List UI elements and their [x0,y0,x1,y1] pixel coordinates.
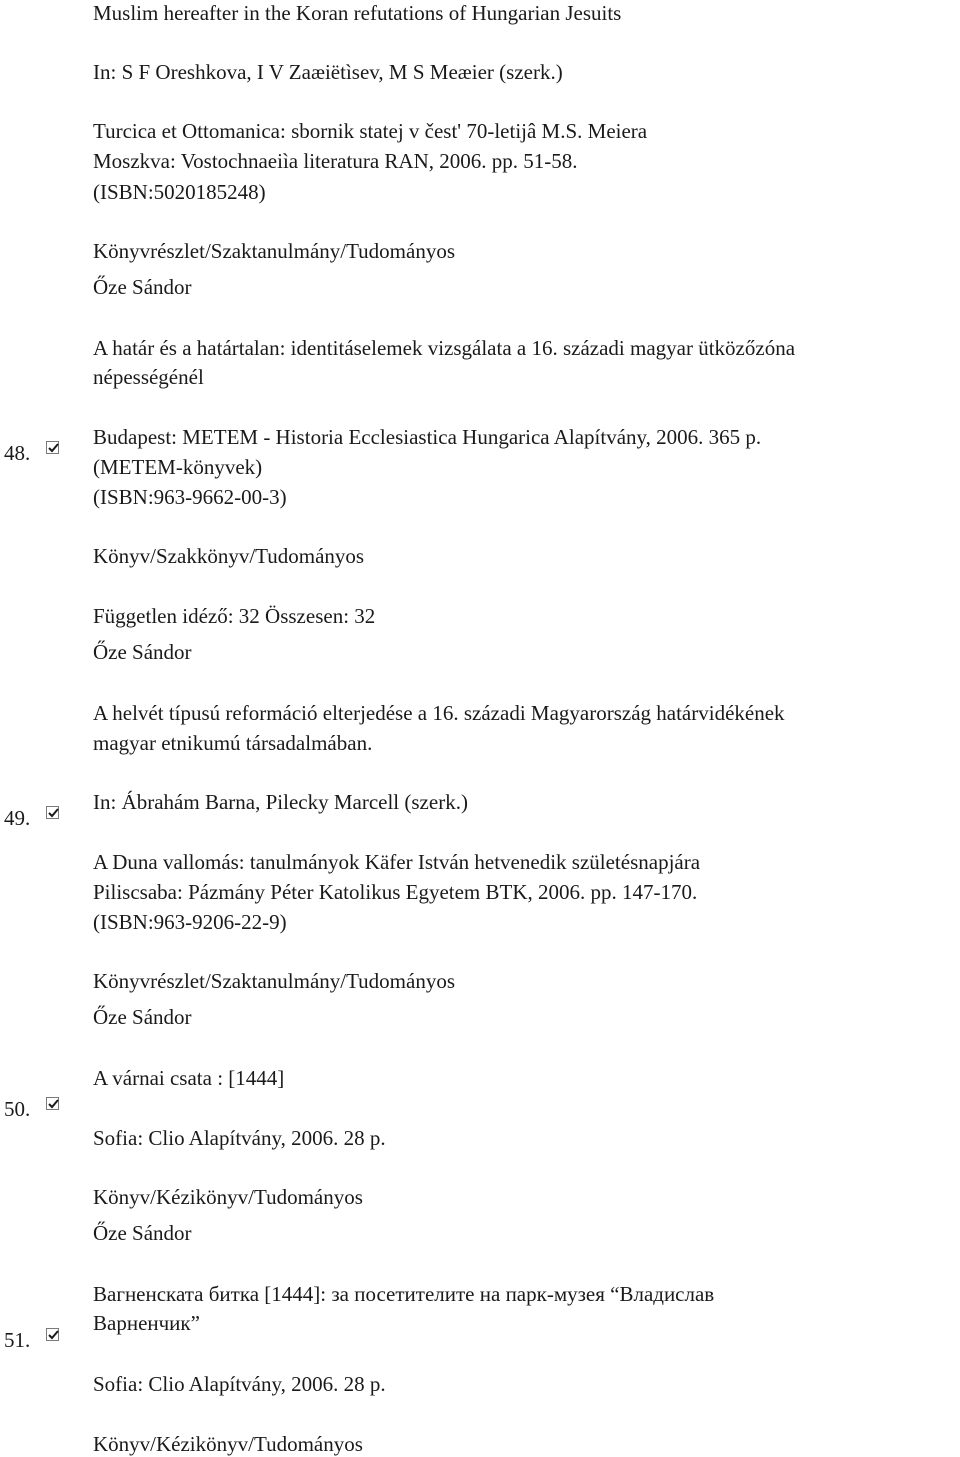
entry-title-cont: népességénél [93,365,204,389]
entry-title: Muslim hereafter in the Koran refutations of Hungarian Jesuits [93,1,622,25]
entry-title-cont: Варненчик” [93,1311,200,1335]
entry-isbn: (ISBN:963-9206-22-9) [93,910,287,934]
check-icon [47,807,60,820]
check-icon [47,1329,60,1342]
select-checkbox[interactable] [46,1097,59,1110]
entry-citations: Független idéző: 32 Összesen: 32 [93,604,376,628]
entry-number: 48. [4,441,31,465]
entry-type: Könyvrészlet/Szaktanulmány/Tudományos [93,969,456,993]
entry-title-cont: magyar etnikumú társadalmában. [93,731,373,755]
select-checkbox[interactable] [46,1328,59,1341]
entry-author: Őze Sándor [93,640,192,664]
entry-title: Вагненската битка [1444]: за посетителите на парк-музея “Владислав [93,1282,715,1306]
entry-number: 51. [4,1328,31,1352]
entry-in-editors: In: Ábrahám Barna, Pilecky Marcell (szerk.) [93,790,468,814]
entry-publisher: Moszkva: Vostochnaeiìa literatura RAN, 2006. pp. 51-58. [93,149,578,173]
entry-title: A várnai csata : [1444] [93,1066,285,1090]
entry-type: Könyv/Kézikönyv/Tudományos [93,1185,363,1209]
entry-type: Könyv/Kézikönyv/Tudományos [93,1432,363,1456]
entry-title: A határ és a határtalan: identitáselemek vizsgálata a 16. századi magyar ütközőzóna [93,336,796,360]
entry-publisher: Sofia: Clio Alapítvány, 2006. 28 p. [93,1372,386,1396]
select-checkbox[interactable] [46,441,59,454]
entry-in-editors: In: S F Oreshkova, I V Zaæiëtìsev, M S Meæier (szerk.) [93,60,563,84]
entry-book-title: Turcica et Ottomanica: sbornik statej v čest' 70-letijâ M.S. Meiera [93,119,648,143]
entry-author: Őze Sándor [93,1005,192,1029]
entry-publisher: Budapest: METEM - Historia Ecclesiastica Hungarica Alapítvány, 2006. 365 p. [93,425,762,449]
check-icon [47,1098,60,1111]
entry-author: Őze Sándor [93,1221,192,1245]
entry-isbn: (ISBN:5020185248) [93,180,266,204]
entry-title: A helvét típusú reformáció elterjedése a 16. századi Magyarország határvidékének [93,701,785,725]
entry-series: (METEM-könyvek) [93,455,263,479]
entry-publisher: Piliscsaba: Pázmány Péter Katolikus Egyetem BTK, 2006. pp. 147-170. [93,880,698,904]
entry-author: Őze Sándor [93,275,192,299]
entry-isbn: (ISBN:963-9662-00-3) [93,485,287,509]
entry-publisher: Sofia: Clio Alapítvány, 2006. 28 p. [93,1126,386,1150]
entry-number: 50. [4,1097,31,1121]
entry-book-title: A Duna vallomás: tanulmányok Käfer István hetvenedik születésnapjára [93,850,701,874]
entry-type: Könyvrészlet/Szaktanulmány/Tudományos [93,239,456,263]
select-checkbox[interactable] [46,806,59,819]
entry-type: Könyv/Szakkönyv/Tudományos [93,544,365,568]
entry-number: 49. [4,806,31,830]
check-icon [47,442,60,455]
